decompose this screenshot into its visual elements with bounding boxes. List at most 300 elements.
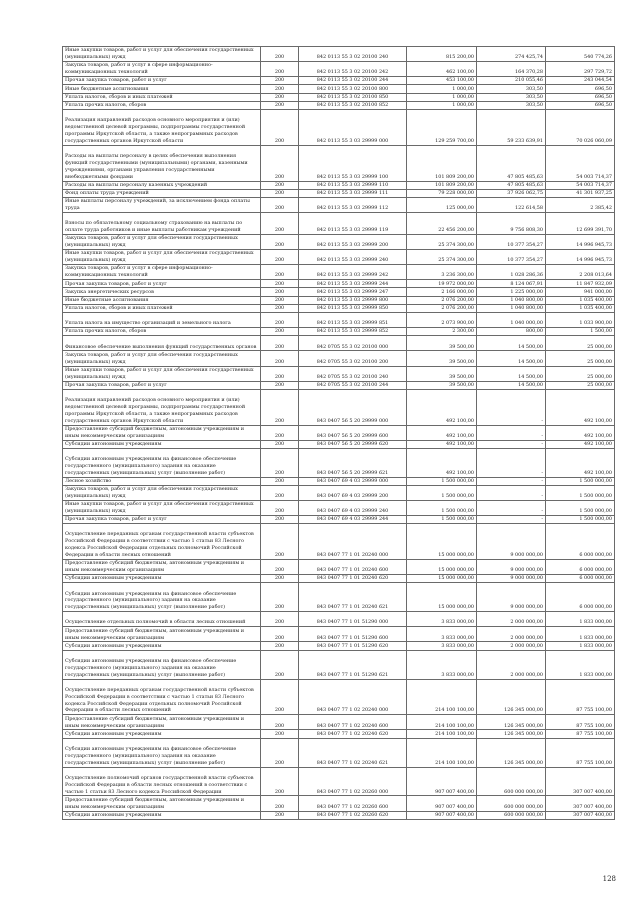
table-row: [63, 524, 615, 560]
page-number: 128: [602, 875, 616, 883]
cell-name: Закупка энергетических ресурсов: [63, 288, 261, 296]
table-row: [63, 501, 615, 516]
cell-fact: 303,50: [477, 85, 546, 93]
cell-kbk: 842 0705 55 3 02 20100 244: [299, 381, 407, 389]
cell-code: 200: [261, 477, 299, 485]
cell-name: Взносы по обязательному социальному страхованию на выплаты по оплате труда работников и иные выплаты работникам учреждений: [63, 213, 261, 235]
cell-kbk: 843 0407 77 1 02 20240 621: [299, 738, 407, 767]
cell-kbk: 842 0113 55 3 03 29999 851: [299, 313, 407, 328]
cell-name: Иные закупки товаров, работ и услуг для обеспечения государственных (муниципальных) нужд: [63, 366, 261, 381]
cell-rest: 2 385,42: [546, 197, 615, 212]
table-row: [63, 288, 615, 296]
cell-rest: 87 755 100,00: [546, 715, 615, 730]
cell-name: Уплата налога на имущество организаций и земельного налога: [63, 313, 261, 328]
cell-code: 200: [261, 145, 299, 181]
cell-fact: 47 805 485,63: [477, 145, 546, 181]
cell-kbk: 843 0407 56 5 20 29999 600: [299, 425, 407, 440]
cell-rest: 6 000 000,00: [546, 583, 615, 612]
cell-fact: 8 124 067,91: [477, 280, 546, 288]
cell-plan: 125 000,00: [407, 197, 477, 212]
cell-plan: 129 259 700,00: [407, 109, 477, 145]
cell-code: 200: [261, 796, 299, 811]
cell-fact: 14 500,00: [477, 351, 546, 366]
table-row: [63, 77, 615, 85]
cell-plan: 2 300,00: [407, 328, 477, 336]
cell-plan: 2 166 000,00: [407, 288, 477, 296]
cell-name: Субсидии автономным учреждениям на финансовое обеспечение государственного (муниципального) задания на оказание государственных (муниципальных) услуг (выполнение работ): [63, 583, 261, 612]
cell-name: Осуществление переданных органам государственной власти субъектов Российской Федерации в соответствии с частью 1 статьи 83 Лесного кодекса Российской Федерации отдельных полномочий Российской Федерации в области лесных отношений: [63, 679, 261, 715]
cell-kbk: 843 0407 77 1 01 20240 620: [299, 575, 407, 583]
table-row: [63, 213, 615, 235]
cell-name: Предоставление субсидий бюджетным, автономным учреждениям и иным некоммерческим организациям: [63, 796, 261, 811]
cell-plan: 1 500 000,00: [407, 485, 477, 500]
cell-fact: -: [477, 516, 546, 524]
cell-rest: 696,50: [546, 85, 615, 93]
cell-code: 200: [261, 62, 299, 77]
cell-plan: 815 200,00: [407, 47, 477, 62]
cell-kbk: 843 0407 69 4 03 29999 000: [299, 477, 407, 485]
cell-plan: 15 000 000,00: [407, 560, 477, 575]
cell-kbk: 842 0113 55 3 03 29999 119: [299, 213, 407, 235]
cell-kbk: 843 0407 77 1 01 20240 600: [299, 560, 407, 575]
cell-name: Субсидии автономным учреждениям на финансовое обеспечение государственного (муниципального) задания на оказание государственных (муниципальных) услуг (выполнение работ): [63, 448, 261, 477]
cell-plan: 3 833 000,00: [407, 650, 477, 679]
cell-code: 200: [261, 313, 299, 328]
cell-kbk: 842 0113 55 3 03 29999 110: [299, 181, 407, 189]
cell-fact: 1 040 800,00: [477, 296, 546, 304]
cell-kbk: 843 0407 69 4 03 29999 244: [299, 516, 407, 524]
cell-fact: 600 000 000,00: [477, 796, 546, 811]
cell-code: 200: [261, 77, 299, 85]
cell-fact: 600 000 000,00: [477, 767, 546, 796]
table-row: [63, 715, 615, 730]
cell-name: Закупка товаров, работ и услуг в сфере информационно-коммуникационных технологий: [63, 62, 261, 77]
cell-rest: 11 847 932,09: [546, 280, 615, 288]
cell-plan: 3 833 000,00: [407, 642, 477, 650]
cell-code: 200: [261, 730, 299, 738]
cell-rest: 14 996 945,73: [546, 250, 615, 265]
cell-name: Осуществление полномочий органов государственной власти субъектов Российской Федерации в области лесных отношений в соответствии с частью 1 статьи 83 Лесного кодекса Российской Федерации: [63, 767, 261, 796]
table-row: [63, 62, 615, 77]
cell-fact: 126 345 000,00: [477, 738, 546, 767]
cell-plan: 39 500,00: [407, 366, 477, 381]
table-row: [63, 516, 615, 524]
cell-code: 200: [261, 679, 299, 715]
cell-name: Закупка товаров, работ и услуг в сфере информационно-коммуникационных технологий: [63, 265, 261, 280]
cell-kbk: 842 0113 55 3 02 20100 852: [299, 101, 407, 109]
cell-kbk: 843 0407 77 1 01 51290 620: [299, 642, 407, 650]
cell-kbk: 843 0407 56 5 20 29999 621: [299, 448, 407, 477]
cell-plan: 101 809 200,00: [407, 145, 477, 181]
table-row: [63, 477, 615, 485]
cell-rest: 1 500 000,00: [546, 485, 615, 500]
cell-code: 200: [261, 351, 299, 366]
cell-code: 200: [261, 440, 299, 448]
cell-plan: 462 100,00: [407, 62, 477, 77]
cell-rest: 1 833 000,00: [546, 612, 615, 627]
cell-rest: 941 000,00: [546, 288, 615, 296]
cell-name: Прочая закупка товаров, работ и услуг: [63, 77, 261, 85]
cell-kbk: 843 0407 77 1 01 20240 000: [299, 524, 407, 560]
cell-rest: 696,50: [546, 101, 615, 109]
cell-rest: 25 000,00: [546, 351, 615, 366]
cell-plan: 3 236 300,00: [407, 265, 477, 280]
cell-plan: 214 100 100,00: [407, 679, 477, 715]
cell-name: Субсидии автономным учреждениям: [63, 730, 261, 738]
table-row: [63, 389, 615, 425]
cell-code: 200: [261, 181, 299, 189]
cell-code: 200: [261, 389, 299, 425]
cell-rest: 6 000 000,00: [546, 575, 615, 583]
cell-name: Иные выплаты персоналу учреждений, за исключением фонда оплаты труда: [63, 197, 261, 212]
cell-kbk: 842 0113 55 3 03 29999 240: [299, 250, 407, 265]
cell-name: Предоставление субсидий бюджетным, автономным учреждениям и иным некоммерческим организациям: [63, 715, 261, 730]
cell-name: Прочая закупка товаров, работ и услуг: [63, 516, 261, 524]
cell-kbk: 842 0705 55 3 02 20100 200: [299, 351, 407, 366]
cell-fact: 59 233 639,91: [477, 109, 546, 145]
cell-kbk: 842 0113 55 3 02 20100 244: [299, 77, 407, 85]
cell-rest: 1 035 400,00: [546, 304, 615, 312]
cell-code: 200: [261, 767, 299, 796]
cell-name: Субсидии автономным учреждениям: [63, 811, 261, 819]
cell-code: 200: [261, 197, 299, 212]
cell-fact: 9 000 000,00: [477, 560, 546, 575]
table-row: [63, 738, 615, 767]
cell-rest: 492 100,00: [546, 448, 615, 477]
cell-name: Уплата прочих налогов, сборов: [63, 328, 261, 336]
table-row: [63, 583, 615, 612]
cell-rest: 243 044,54: [546, 77, 615, 85]
cell-name: Иные бюджетные ассигнования: [63, 85, 261, 93]
cell-fact: 14 500,00: [477, 336, 546, 351]
cell-fact: 800,00: [477, 328, 546, 336]
cell-plan: 2 076 200,00: [407, 296, 477, 304]
cell-rest: 1 500 000,00: [546, 501, 615, 516]
cell-name: Уплата налогов, сборов и иных платежей: [63, 93, 261, 101]
cell-fact: 126 345 000,00: [477, 730, 546, 738]
table-row: [63, 679, 615, 715]
cell-name: Закупка товаров, работ и услуг для обеспечения государственных (муниципальных) нужд: [63, 351, 261, 366]
cell-plan: 492 100,00: [407, 448, 477, 477]
cell-kbk: 843 0407 77 1 01 51290 621: [299, 650, 407, 679]
cell-name: Закупка товаров, работ и услуг для обеспечения государственных (муниципальных) нужд: [63, 485, 261, 500]
cell-plan: 2 076 200,00: [407, 304, 477, 312]
cell-code: 200: [261, 250, 299, 265]
table-row: [63, 189, 615, 197]
cell-rest: 492 100,00: [546, 389, 615, 425]
cell-fact: 14 500,00: [477, 366, 546, 381]
table-row: [63, 109, 615, 145]
cell-plan: 1 000,00: [407, 101, 477, 109]
cell-name: Иные закупки товаров, работ и услуг для обеспечения государственных (муниципальных) нужд: [63, 47, 261, 62]
cell-name: Закупка товаров, работ и услуг для обеспечения государственных (муниципальных) нужд: [63, 235, 261, 250]
cell-code: 200: [261, 516, 299, 524]
cell-plan: 1 000,00: [407, 85, 477, 93]
cell-plan: 1 500 000,00: [407, 477, 477, 485]
cell-code: 200: [261, 366, 299, 381]
cell-kbk: 842 0113 55 3 03 29999 244: [299, 280, 407, 288]
table-row: [63, 47, 615, 62]
cell-plan: 907 007 400,00: [407, 811, 477, 819]
cell-code: 200: [261, 47, 299, 62]
cell-rest: 1 833 000,00: [546, 650, 615, 679]
table-row: [63, 627, 615, 642]
cell-fact: 600 000 000,00: [477, 811, 546, 819]
table-row: [63, 575, 615, 583]
cell-kbk: 843 0407 77 1 02 20260 000: [299, 767, 407, 796]
cell-kbk: 842 0705 55 3 02 20100 240: [299, 366, 407, 381]
cell-kbk: 843 0407 56 5 20 29999 620: [299, 440, 407, 448]
cell-code: 200: [261, 336, 299, 351]
cell-code: 200: [261, 560, 299, 575]
table-row: [63, 85, 615, 93]
cell-kbk: 842 0113 55 3 03 29999 247: [299, 288, 407, 296]
cell-plan: 19 972 000,00: [407, 280, 477, 288]
cell-rest: 87 755 100,00: [546, 738, 615, 767]
cell-code: 200: [261, 738, 299, 767]
table-row: [63, 811, 615, 819]
cell-kbk: 842 0113 55 3 02 20100 242: [299, 62, 407, 77]
cell-fact: 9 000 000,00: [477, 583, 546, 612]
table-row: [63, 336, 615, 351]
cell-plan: 214 100 100,00: [407, 715, 477, 730]
cell-kbk: 843 0407 69 4 03 29999 240: [299, 501, 407, 516]
cell-name: Расходы на выплаты персоналу казенных учреждений: [63, 181, 261, 189]
cell-fact: 126 345 000,00: [477, 715, 546, 730]
cell-code: 200: [261, 93, 299, 101]
cell-name: Уплата прочих налогов, сборов: [63, 101, 261, 109]
cell-code: 200: [261, 304, 299, 312]
cell-name: Предоставление субсидий бюджетным, автономным учреждениям и иным некоммерческим организациям: [63, 425, 261, 440]
cell-rest: 1 033 900,00: [546, 313, 615, 328]
cell-rest: 1 833 000,00: [546, 627, 615, 642]
cell-plan: 15 000 000,00: [407, 575, 477, 583]
cell-plan: 15 000 000,00: [407, 524, 477, 560]
cell-fact: 14 500,00: [477, 381, 546, 389]
cell-plan: 1 500 000,00: [407, 501, 477, 516]
cell-fact: 1 040 000,00: [477, 313, 546, 328]
cell-plan: 492 100,00: [407, 389, 477, 425]
cell-name: Субсидии автономным учреждениям: [63, 575, 261, 583]
cell-rest: 307 007 400,00: [546, 796, 615, 811]
cell-rest: 1 500 000,00: [546, 477, 615, 485]
cell-kbk: 842 0113 55 3 03 29999 100: [299, 145, 407, 181]
table-row: [63, 440, 615, 448]
cell-code: 200: [261, 189, 299, 197]
cell-kbk: 843 0407 77 1 01 51290 000: [299, 612, 407, 627]
cell-name: Уплата налогов, сборов и иных платежей: [63, 304, 261, 312]
cell-fact: 122 614,58: [477, 197, 546, 212]
cell-code: 200: [261, 811, 299, 819]
cell-kbk: 842 0113 55 3 03 29999 242: [299, 265, 407, 280]
cell-code: 200: [261, 583, 299, 612]
budget-execution-table: [62, 46, 615, 820]
table-row: [63, 280, 615, 288]
cell-kbk: 843 0407 77 1 02 20260 600: [299, 796, 407, 811]
table-row: [63, 730, 615, 738]
cell-plan: 2 073 900,00: [407, 313, 477, 328]
cell-name: Фонд оплаты труда учреждений: [63, 189, 261, 197]
cell-kbk: 842 0113 55 3 03 29999 111: [299, 189, 407, 197]
cell-rest: 25 000,00: [546, 381, 615, 389]
cell-kbk: 842 0113 55 3 03 29999 800: [299, 296, 407, 304]
cell-plan: 3 833 000,00: [407, 627, 477, 642]
cell-code: 200: [261, 524, 299, 560]
table-row: [63, 448, 615, 477]
cell-rest: 25 000,00: [546, 336, 615, 351]
table-row: [63, 265, 615, 280]
table-row: [63, 642, 615, 650]
cell-fact: -: [477, 477, 546, 485]
cell-plan: 79 228 000,00: [407, 189, 477, 197]
cell-plan: 492 100,00: [407, 425, 477, 440]
cell-rest: 6 000 000,00: [546, 560, 615, 575]
cell-fact: 2 000 000,00: [477, 650, 546, 679]
cell-kbk: 843 0407 69 4 03 29999 200: [299, 485, 407, 500]
cell-kbk: 842 0113 55 3 03 29999 112: [299, 197, 407, 212]
cell-plan: 101 809 200,00: [407, 181, 477, 189]
table-row: [63, 767, 615, 796]
cell-rest: 307 007 400,00: [546, 767, 615, 796]
cell-code: 200: [261, 715, 299, 730]
table-row: [63, 381, 615, 389]
table-row: [63, 612, 615, 627]
cell-fact: 1 225 000,00: [477, 288, 546, 296]
cell-kbk: 843 0407 56 5 20 29999 000: [299, 389, 407, 425]
cell-code: 200: [261, 280, 299, 288]
table-row: [63, 296, 615, 304]
cell-fact: -: [477, 485, 546, 500]
cell-plan: 25 374 300,00: [407, 250, 477, 265]
cell-name: Субсидии автономным учреждениям: [63, 642, 261, 650]
cell-kbk: 842 0113 55 3 02 20100 800: [299, 85, 407, 93]
cell-plan: 214 100 100,00: [407, 738, 477, 767]
cell-kbk: 843 0407 77 1 02 20240 600: [299, 715, 407, 730]
cell-fact: 210 055,46: [477, 77, 546, 85]
cell-rest: 307 007 400,00: [546, 811, 615, 819]
cell-plan: 25 374 300,00: [407, 235, 477, 250]
cell-name: Расходы на выплаты персоналу в целях обеспечения выполнения функций государственными (муниципальными) органами, казенными учреждениями, органами управления государственными внебюджетными фондами: [63, 145, 261, 181]
cell-fact: 164 370,28: [477, 62, 546, 77]
cell-name: Предоставление субсидий бюджетным, автономным учреждениям и иным некоммерческим организациям: [63, 627, 261, 642]
cell-rest: 1 500,00: [546, 328, 615, 336]
cell-code: 200: [261, 575, 299, 583]
cell-name: Иные закупки товаров, работ и услуг для обеспечения государственных (муниципальных) нужд: [63, 501, 261, 516]
cell-fact: 10 377 354,27: [477, 250, 546, 265]
cell-rest: 6 000 000,00: [546, 524, 615, 560]
cell-code: 200: [261, 501, 299, 516]
cell-rest: 492 100,00: [546, 440, 615, 448]
cell-code: 200: [261, 448, 299, 477]
table-row: [63, 351, 615, 366]
cell-name: Прочая закупка товаров, работ и услуг: [63, 280, 261, 288]
cell-kbk: 843 0407 77 1 01 20240 621: [299, 583, 407, 612]
table-row: [63, 181, 615, 189]
cell-plan: 453 100,00: [407, 77, 477, 85]
table-row: [63, 650, 615, 679]
cell-rest: 1 035 400,00: [546, 296, 615, 304]
cell-fact: 9 756 808,30: [477, 213, 546, 235]
table-row: [63, 328, 615, 336]
cell-code: 200: [261, 650, 299, 679]
cell-fact: 47 805 485,63: [477, 181, 546, 189]
cell-code: 200: [261, 627, 299, 642]
table-row: [63, 366, 615, 381]
cell-fact: 126 345 000,00: [477, 679, 546, 715]
cell-code: 200: [261, 265, 299, 280]
cell-kbk: 842 0113 55 3 03 29999 850: [299, 304, 407, 312]
cell-plan: 907 007 400,00: [407, 796, 477, 811]
cell-kbk: 842 0113 55 3 03 29999 000: [299, 109, 407, 145]
table-row: [63, 485, 615, 500]
cell-plan: 22 456 200,00: [407, 213, 477, 235]
table-row: [63, 93, 615, 101]
cell-kbk: 843 0407 77 1 01 51290 600: [299, 627, 407, 642]
table-row: [63, 304, 615, 312]
cell-plan: 3 833 000,00: [407, 612, 477, 627]
cell-fact: -: [477, 440, 546, 448]
table-row: [63, 796, 615, 811]
cell-name: Субсидии автономным учреждениям на финансовое обеспечение государственного (муниципального) задания на оказание государственных (муниципальных) услуг (выполнение работ): [63, 738, 261, 767]
cell-rest: 87 755 100,00: [546, 679, 615, 715]
cell-name: Осуществление переданных органам государственной власти субъектов Российской Федерации в соответствии с частью 1 статьи 83 Лесного кодекса Российской Федерации отдельных полномочий Российской Федерации в области лесных отношений: [63, 524, 261, 560]
cell-fact: 2 000 000,00: [477, 612, 546, 627]
cell-fact: 2 000 000,00: [477, 627, 546, 642]
cell-code: 200: [261, 328, 299, 336]
cell-name: Предоставление субсидий бюджетным, автономным учреждениям и иным некоммерческим организациям: [63, 560, 261, 575]
cell-rest: 540 774,26: [546, 47, 615, 62]
cell-kbk: 842 0705 55 3 02 20100 000: [299, 336, 407, 351]
cell-rest: 41 301 937,25: [546, 189, 615, 197]
cell-plan: 1 500 000,00: [407, 516, 477, 524]
cell-rest: 1 500 000,00: [546, 516, 615, 524]
cell-rest: 297 729,72: [546, 62, 615, 77]
cell-kbk: 842 0113 55 3 02 20100 850: [299, 93, 407, 101]
cell-kbk: 842 0113 55 3 03 29999 200: [299, 235, 407, 250]
cell-rest: 492 100,00: [546, 425, 615, 440]
cell-rest: 2 208 013,64: [546, 265, 615, 280]
cell-code: 200: [261, 109, 299, 145]
cell-name: Реализация направлений расходов основного мероприятия и (или) ведомственной целевой программы, подпрограммы государственной программы Иркутской области, а также непрограммных расходов государственных органов Иркутской области: [63, 109, 261, 145]
cell-fact: -: [477, 448, 546, 477]
cell-rest: 70 026 060,09: [546, 109, 615, 145]
cell-plan: 492 100,00: [407, 440, 477, 448]
cell-rest: 14 996 945,73: [546, 235, 615, 250]
cell-rest: 87 755 100,00: [546, 730, 615, 738]
cell-code: 200: [261, 642, 299, 650]
table-row: [63, 101, 615, 109]
cell-code: 200: [261, 485, 299, 500]
cell-rest: 12 699 391,70: [546, 213, 615, 235]
cell-fact: 1 040 800,00: [477, 304, 546, 312]
cell-plan: 39 500,00: [407, 381, 477, 389]
cell-plan: 39 500,00: [407, 351, 477, 366]
cell-name: Субсидии автономным учреждениям на финансовое обеспечение государственного (муниципального) задания на оказание государственных (муниципальных) услуг (выполнение работ): [63, 650, 261, 679]
table-body: [63, 47, 615, 820]
cell-code: 200: [261, 381, 299, 389]
cell-fact: -: [477, 425, 546, 440]
cell-code: 200: [261, 85, 299, 93]
table-row: [63, 313, 615, 328]
cell-code: 200: [261, 213, 299, 235]
cell-code: 200: [261, 425, 299, 440]
cell-code: 200: [261, 612, 299, 627]
cell-kbk: 842 0113 55 3 02 20100 240: [299, 47, 407, 62]
cell-fact: 1 028 286,36: [477, 265, 546, 280]
cell-kbk: 843 0407 77 1 02 20260 620: [299, 811, 407, 819]
cell-fact: 9 000 000,00: [477, 575, 546, 583]
cell-code: 200: [261, 101, 299, 109]
